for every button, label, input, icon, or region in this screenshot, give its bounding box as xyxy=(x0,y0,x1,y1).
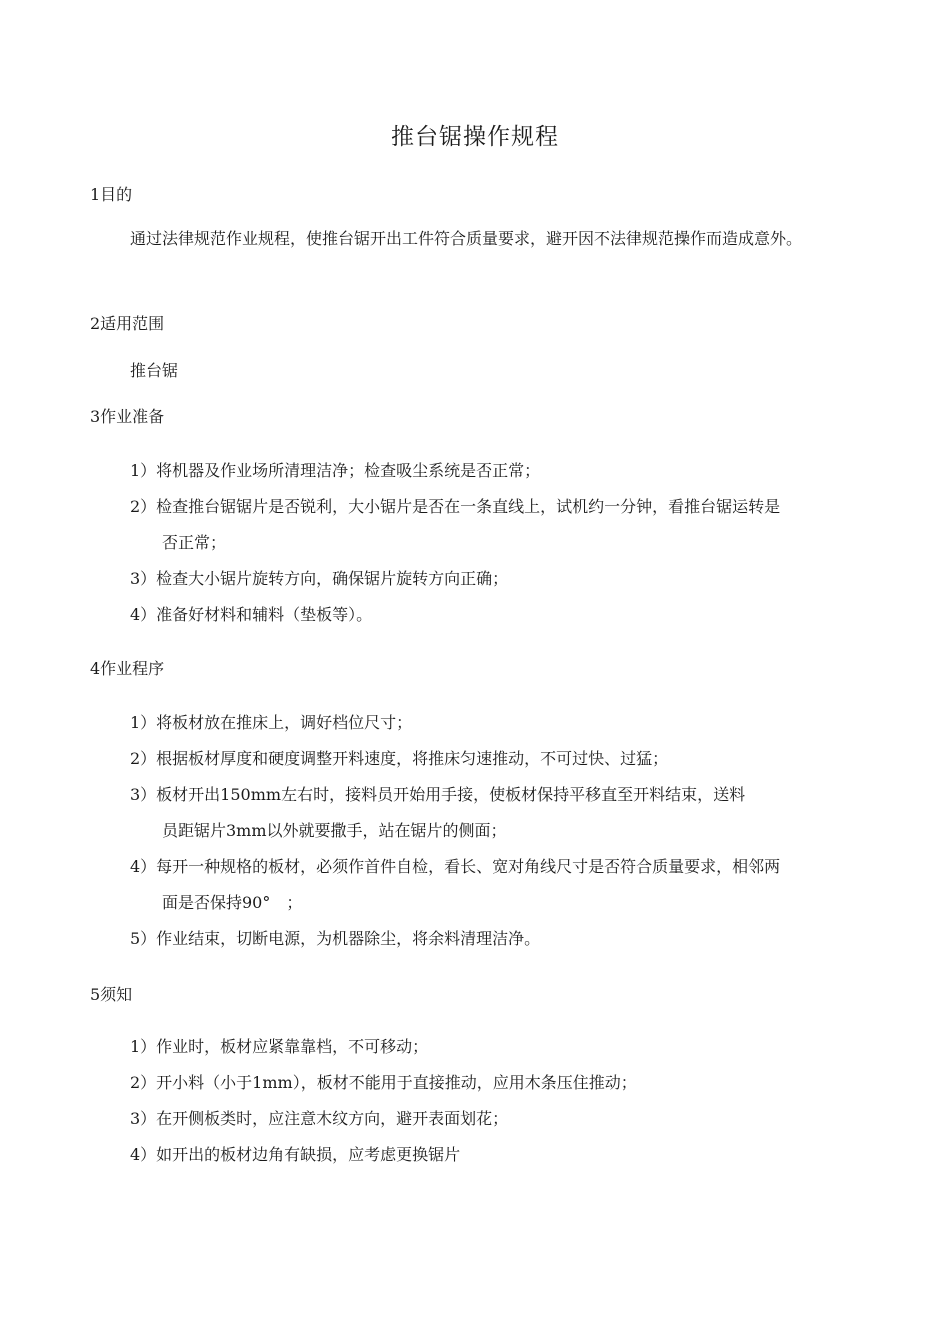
section-1-heading: 1目的 xyxy=(90,185,133,204)
section-1-paragraph: 通过法律规范作业规程，使推台锯开出工件符合质量要求，避开因不法律规范操作而造成意外。 xyxy=(130,229,803,248)
section-3-item-2: 2）检查推台锯锯片是否锐利，大小锯片是否在一条直线上，试机约一分钟，看推台锯运转是 xyxy=(130,497,781,516)
section-4-item-5: 5）作业结束，切断电源，为机器除尘，将余料清理洁净。 xyxy=(130,929,541,948)
section-3-item-2-continued: 否正常； xyxy=(162,533,227,552)
section-4-item-1: 1）将板材放在推床上，调好档位尺寸； xyxy=(130,713,413,732)
section-3-item-4: 4）准备好材料和辅料（垫板等）。 xyxy=(130,605,373,624)
section-3-item-3: 3）检查大小锯片旋转方向，确保锯片旋转方向正确； xyxy=(130,569,509,588)
section-5-item-2: 2）开小料（小于1mm），板材不能用于直接推动，应用木条压住推动； xyxy=(130,1073,637,1092)
section-4-item-3: 3）板材开出150mm左右时，接料员开始用手接，使板材保持平移直至开料结束，送料 xyxy=(130,785,746,804)
section-4-heading: 4作业程序 xyxy=(90,659,165,678)
section-3-heading: 3作业准备 xyxy=(90,407,165,426)
section-2-text: 推台锯 xyxy=(130,361,179,380)
section-5-item-4: 4）如开出的板材边角有缺损，应考虑更换锯片 xyxy=(130,1145,461,1164)
section-5-item-1: 1）作业时，板材应紧靠靠档，不可移动； xyxy=(130,1037,429,1056)
section-4-item-4-continued: 面是否保持90° ； xyxy=(162,893,303,912)
section-5-heading: 5须知 xyxy=(90,985,133,1004)
section-3-item-1: 1）将机器及作业场所清理洁净；检查吸尘系统是否正常； xyxy=(130,461,541,480)
section-2-heading: 2适用范围 xyxy=(90,314,165,333)
section-4-item-4: 4）每开一种规格的板材，必须作首件自检，看长、宽对角线尺寸是否符合质量要求，相邻两 xyxy=(130,857,781,876)
document-title: 推台锯操作规程 xyxy=(391,124,559,150)
section-4-item-3-continued: 员距锯片3mm以外就要撒手，站在锯片的侧面； xyxy=(162,821,507,840)
section-5-item-3: 3）在开侧板类时，应注意木纹方向，避开表面划花； xyxy=(130,1109,509,1128)
section-4-item-2: 2）根据板材厚度和硬度调整开料速度，将推床匀速推动，不可过快、过猛； xyxy=(130,749,669,768)
